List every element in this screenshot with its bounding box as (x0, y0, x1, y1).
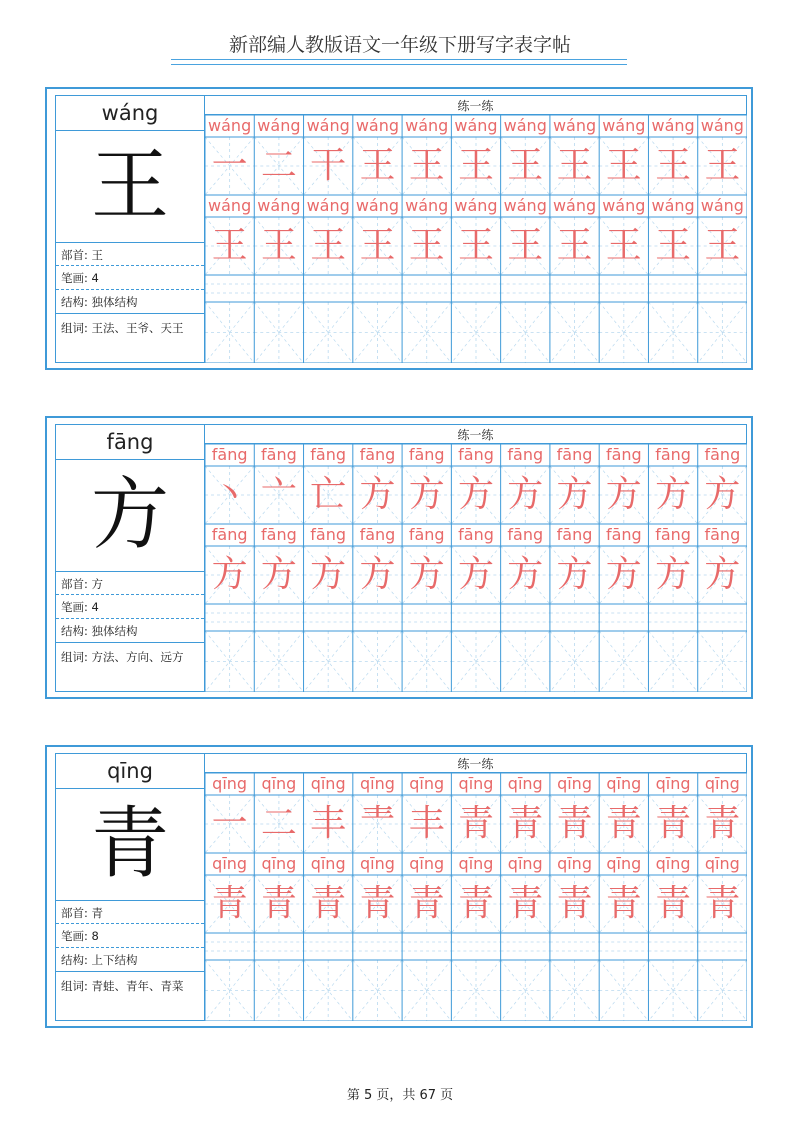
stroke-trace-character: 丰 (310, 803, 347, 844)
stroke-trace-character: 王 (704, 145, 741, 186)
stroke-trace-character: 二 (260, 803, 297, 844)
pinyin-trace: qīng (409, 774, 445, 793)
title-underline (171, 59, 627, 60)
stroke-trace-character: 方 (556, 474, 593, 515)
pinyin-trace: fāng (261, 525, 297, 544)
pinyin-trace: wáng (208, 196, 252, 215)
stroke-trace-character: 王 (605, 145, 642, 186)
character-card (45, 416, 753, 699)
pinyin-trace: wáng (454, 116, 498, 135)
pinyin-trace: wáng (257, 116, 301, 135)
pinyin-trace: wáng (355, 116, 400, 135)
pinyin-trace: fāng (211, 525, 248, 544)
practice-header: 练一练 (205, 753, 747, 773)
pinyin-trace: qīng (458, 774, 494, 793)
stroke-trace-character: 青 (310, 883, 347, 924)
practice-grid (205, 753, 747, 1021)
pinyin-trace: qīng (310, 774, 346, 793)
stroke-trace-character: 方 (507, 474, 544, 515)
pinyin-trace: qīng (606, 774, 642, 793)
word-examples: 组词: 王法、王爷、天王 (61, 321, 184, 335)
character-info-panel (55, 95, 205, 363)
stroke-trace-character: 青 (211, 883, 248, 924)
word-examples: 组词: 青蛙、青年、青菜 (61, 979, 184, 993)
stroke-trace-character: 亡 (310, 474, 347, 515)
stroke-trace-character: 王 (310, 225, 347, 266)
stroke-trace-character: 亠 (260, 474, 297, 515)
practice-grid (205, 424, 747, 692)
pinyin-label: wáng (56, 96, 204, 131)
word-examples: 组词: 方法、方向、远方 (61, 650, 184, 664)
stroke-trace-character: 青 (359, 883, 396, 924)
stroke-trace-character: 青 (507, 883, 544, 924)
stroke-trace-character: 青 (260, 883, 297, 924)
pinyin-trace: wáng (257, 196, 301, 215)
character-card (45, 745, 753, 1028)
stroke-trace-character: 王 (408, 145, 445, 186)
pinyin-trace: fāng (211, 445, 248, 464)
pinyin-trace: qīng (507, 774, 543, 793)
document-title: 新部编人教版语文一年级下册写字表字帖 (228, 34, 571, 56)
stroke-trace-character: 干 (310, 145, 347, 186)
pinyin-trace: qīng (704, 774, 740, 793)
pinyin-trace: wáng (700, 196, 744, 215)
stroke-count-info: 笔画: 4 (56, 595, 204, 619)
pinyin-trace: wáng (602, 196, 646, 215)
stroke-trace-character: 方 (457, 554, 494, 595)
pinyin-trace: fāng (310, 445, 347, 464)
pinyin-trace: fāng (458, 445, 494, 464)
stroke-trace-character: 王 (556, 225, 593, 266)
pinyin-trace: qīng (606, 854, 642, 873)
stroke-trace-character: 王 (507, 225, 544, 266)
pinyin-trace: qīng (261, 774, 297, 793)
pinyin-trace: qīng (310, 854, 346, 873)
stroke-trace-character: 方 (260, 554, 297, 595)
stroke-trace-character: 王 (359, 225, 396, 266)
stroke-trace-character: 方 (655, 474, 692, 515)
pinyin-trace: fāng (507, 445, 544, 464)
pinyin-trace: qīng (212, 854, 248, 873)
stroke-trace-character: 丰 (408, 803, 445, 844)
stroke-trace-character: 王 (507, 145, 544, 186)
stroke-trace-character: 方 (605, 554, 642, 595)
structure-info: 结构: 独体结构 (56, 619, 204, 643)
character-info-panel (55, 753, 205, 1021)
pinyin-trace: fāng (359, 525, 396, 544)
pinyin-trace: qīng (409, 854, 445, 873)
stroke-trace-character: 方 (507, 554, 544, 595)
structure-info: 结构: 独体结构 (56, 290, 204, 314)
stroke-trace-character: 王 (359, 145, 396, 186)
pinyin-trace: fāng (704, 525, 741, 544)
pinyin-trace: qīng (359, 854, 395, 873)
stroke-trace-character: 方 (704, 554, 741, 595)
model-character: 王 (90, 141, 169, 231)
pinyin-trace: wáng (355, 196, 400, 215)
stroke-trace-character: 青 (556, 803, 593, 844)
pinyin-trace: qīng (458, 854, 494, 873)
pinyin-label: qīng (56, 754, 204, 789)
stroke-trace-character: 王 (556, 145, 593, 186)
pinyin-trace: wáng (306, 116, 350, 135)
stroke-trace-character: 龶 (359, 803, 396, 844)
pinyin-trace: wáng (405, 196, 449, 215)
stroke-trace-character: 王 (655, 225, 692, 266)
stroke-trace-character: 王 (260, 225, 297, 266)
stroke-trace-character: 王 (211, 225, 248, 266)
stroke-trace-character: 青 (704, 883, 741, 924)
pinyin-trace: wáng (651, 196, 695, 215)
stroke-trace-character: 方 (408, 554, 445, 595)
stroke-trace-character: 方 (457, 474, 494, 515)
stroke-trace-character: 方 (704, 474, 741, 515)
pinyin-trace: wáng (306, 196, 350, 215)
stroke-trace-character: 方 (655, 554, 692, 595)
pinyin-trace: wáng (405, 116, 449, 135)
pinyin-trace: wáng (651, 116, 695, 135)
pinyin-trace: qīng (557, 854, 592, 873)
stroke-trace-character: 方 (211, 554, 248, 595)
pinyin-trace: fāng (408, 525, 445, 544)
radical-info: 部首: 王 (56, 242, 204, 266)
stroke-trace-character: 青 (556, 883, 593, 924)
stroke-trace-character: 丶 (211, 474, 248, 515)
stroke-trace-character: 青 (655, 803, 692, 844)
pinyin-trace: qīng (557, 774, 592, 793)
stroke-trace-character: 青 (605, 883, 642, 924)
pinyin-trace: wáng (208, 116, 252, 135)
pinyin-trace: fāng (605, 445, 642, 464)
pinyin-trace: fāng (605, 525, 642, 544)
pinyin-trace: fāng (458, 525, 494, 544)
stroke-trace-character: 王 (655, 145, 692, 186)
pinyin-trace: qīng (359, 774, 395, 793)
pinyin-trace: wáng (503, 116, 547, 135)
stroke-trace-character: 青 (457, 803, 494, 844)
stroke-trace-character: 青 (507, 803, 544, 844)
pinyin-trace: fāng (704, 445, 741, 464)
model-character: 青 (90, 799, 169, 889)
pinyin-trace: fāng (310, 525, 347, 544)
pinyin-trace: qīng (655, 774, 691, 793)
pinyin-trace: wáng (503, 196, 547, 215)
pinyin-trace: fāng (408, 445, 445, 464)
pinyin-trace: wáng (602, 116, 646, 135)
stroke-trace-character: 方 (310, 554, 347, 595)
pinyin-trace: fāng (556, 525, 593, 544)
pinyin-trace: fāng (261, 445, 297, 464)
character-info-panel (55, 424, 205, 692)
stroke-count-info: 笔画: 4 (56, 266, 204, 290)
pinyin-trace: qīng (655, 854, 691, 873)
stroke-trace-character: 方 (556, 554, 593, 595)
stroke-trace-character: 方 (359, 554, 396, 595)
radical-info: 部首: 方 (56, 571, 204, 595)
structure-info: 结构: 上下结构 (56, 948, 204, 972)
pinyin-trace: fāng (359, 445, 396, 464)
pinyin-trace: wáng (700, 116, 744, 135)
stroke-trace-character: 王 (704, 225, 741, 266)
stroke-trace-character: 一 (211, 145, 248, 186)
stroke-trace-character: 青 (605, 803, 642, 844)
stroke-trace-character: 方 (605, 474, 642, 515)
pinyin-trace: fāng (507, 525, 544, 544)
stroke-trace-character: 王 (605, 225, 642, 266)
pinyin-trace: fāng (655, 445, 691, 464)
stroke-trace-character: 青 (704, 803, 741, 844)
practice-header: 练一练 (205, 95, 747, 115)
pinyin-trace: qīng (704, 854, 740, 873)
stroke-trace-character: 青 (655, 883, 692, 924)
stroke-trace-character: 王 (457, 145, 494, 186)
pinyin-label: fāng (56, 425, 204, 460)
pinyin-trace: wáng (552, 116, 597, 135)
radical-info: 部首: 青 (56, 900, 204, 924)
pinyin-trace: qīng (507, 854, 543, 873)
model-character: 方 (90, 470, 169, 560)
stroke-trace-character: 青 (408, 883, 445, 924)
stroke-trace-character: 王 (408, 225, 445, 266)
stroke-count-info: 笔画: 8 (56, 924, 204, 948)
pinyin-trace: qīng (212, 774, 248, 793)
stroke-trace-character: 青 (457, 883, 494, 924)
pinyin-trace: qīng (261, 854, 297, 873)
stroke-trace-character: 二 (260, 145, 297, 186)
pinyin-trace: fāng (556, 445, 593, 464)
stroke-trace-character: 方 (359, 474, 396, 515)
practice-header: 练一练 (205, 424, 747, 444)
character-card (45, 87, 753, 370)
title-underline-2 (171, 64, 627, 65)
pinyin-trace: wáng (454, 196, 498, 215)
practice-grid (205, 95, 747, 363)
page-footer: 第 5 页，共 67 页 (346, 1088, 454, 1103)
stroke-trace-character: 一 (211, 803, 248, 844)
stroke-trace-character: 王 (457, 225, 494, 266)
pinyin-trace: fāng (655, 525, 691, 544)
stroke-trace-character: 方 (408, 474, 445, 515)
pinyin-trace: wáng (552, 196, 597, 215)
